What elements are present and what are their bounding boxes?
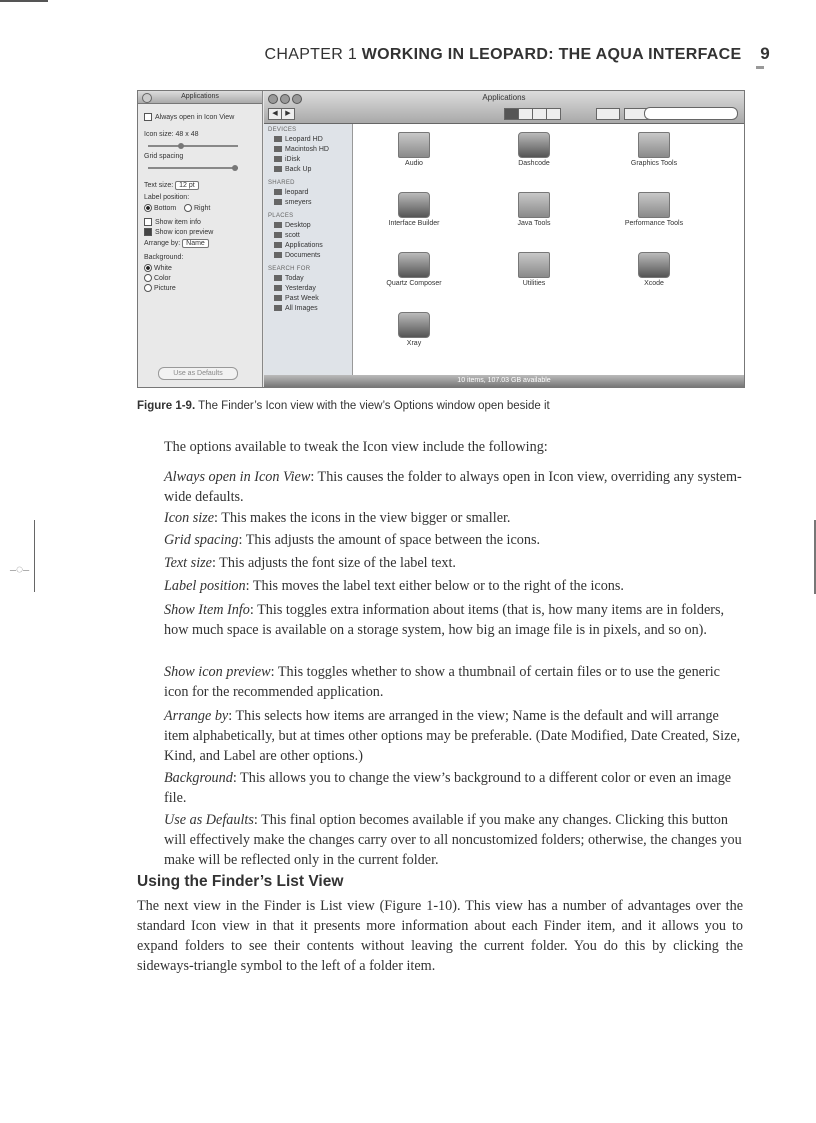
app-icon[interactable]: Dashcode: [484, 132, 584, 167]
status-bar: 10 items, 107.03 GB available: [264, 375, 744, 387]
grid-spacing-label: Grid spacing: [144, 153, 184, 160]
figure-caption: [137, 400, 550, 412]
sidebar-item[interactable]: All Images: [274, 305, 318, 312]
app-icon[interactable]: Quartz Composer: [364, 252, 464, 287]
show-item-info-checkbox[interactable]: Show item info: [144, 218, 201, 226]
folder-icon[interactable]: Performance Tools: [604, 192, 704, 227]
option-item: Label position: This moves the label text either below or to the right of the icons.: [164, 578, 624, 594]
sidebar-item[interactable]: iDisk: [274, 156, 300, 163]
sidebar-item[interactable]: Yesterday: [274, 285, 316, 292]
icon-grid: [354, 124, 744, 376]
finder-titlebar: [264, 91, 744, 124]
sidebar-item[interactable]: Applications: [274, 242, 323, 249]
always-open-checkbox[interactable]: Always open in Icon View: [144, 113, 234, 121]
sidebar-section-search: SEARCH FOR: [268, 266, 311, 272]
search-input[interactable]: [644, 107, 738, 120]
app-icon[interactable]: Xcode: [604, 252, 704, 287]
sidebar-item[interactable]: smeyers: [274, 199, 311, 206]
finder-window: [264, 91, 744, 387]
sidebar-item[interactable]: Desktop: [274, 222, 311, 229]
figure-screenshot: [137, 90, 745, 388]
label-position-radios[interactable]: Bottom Right: [144, 204, 210, 212]
options-titlebar: [138, 91, 262, 104]
option-item: Always open in Icon View: This causes the folder to always open in Icon view, overriding any system-wide defaults.: [164, 469, 742, 505]
list-view-button[interactable]: [518, 108, 533, 120]
finder-title: Applications: [482, 93, 526, 102]
finder-sidebar: [264, 124, 353, 376]
bg-color-radio[interactable]: Color: [144, 274, 171, 282]
back-arrow-icon[interactable]: ◀: [268, 108, 282, 120]
figure-caption-text: The Finder’s Icon view with the view’s Options window open beside it: [198, 400, 550, 412]
sidebar-item[interactable]: Back Up: [274, 166, 311, 173]
sidebar-section-shared: SHARED: [268, 180, 295, 186]
margin-crosshair: –◌–: [10, 562, 30, 576]
option-item: Text size: This adjusts the font size of the label text.: [164, 555, 456, 571]
sidebar-section-devices: DEVICES: [268, 127, 297, 133]
use-as-defaults-button[interactable]: Use as Defaults: [158, 367, 238, 380]
margin-registration-mark: [0, 520, 35, 592]
sidebar-item[interactable]: scott: [274, 232, 300, 239]
forward-arrow-icon[interactable]: ▶: [281, 108, 295, 120]
folder-icon[interactable]: Utilities: [484, 252, 584, 287]
running-header: [265, 44, 770, 64]
sidebar-item[interactable]: Leopard HD: [274, 136, 323, 143]
option-item: Use as Defaults: This final option becomes available if you make any changes. Clicking this button will effectively make the changes carry over to all noncustomized folders; otherwise, the changes you make will be reflected only in the current folder.: [164, 812, 742, 868]
sidebar-item[interactable]: Past Week: [274, 295, 319, 302]
option-item: Icon size: This makes the icons in the view bigger or smaller.: [164, 510, 511, 526]
background-label: Background:: [144, 254, 184, 261]
folder-icon[interactable]: Audio: [364, 132, 464, 167]
bg-white-radio[interactable]: White: [144, 264, 172, 272]
grid-spacing-slider[interactable]: [148, 167, 238, 169]
page-number: 9: [760, 44, 770, 63]
arrange-by-row: Arrange by: Name: [144, 239, 209, 248]
sidebar-item[interactable]: Macintosh HD: [274, 146, 329, 153]
app-icon[interactable]: Xray: [364, 312, 464, 347]
option-item: Show icon preview: This toggles whether to show a thumbnail of certain files or to use the generic icon for the recommended application.: [164, 664, 720, 700]
chapter-label: CHAPTER 1: [264, 46, 358, 63]
show-icon-preview-checkbox[interactable]: Show icon preview: [144, 228, 213, 236]
figure-label: Figure 1-9.: [137, 400, 196, 412]
bg-picture-radio[interactable]: Picture: [144, 284, 176, 292]
option-item: Show Item Info: This toggles extra information about items (that is, how many items are in folders, how much space is available on a storage system, how big an image file is in pixels, and so on).: [164, 602, 725, 638]
sidebar-item[interactable]: leopard: [274, 189, 308, 196]
sidebar-item[interactable]: Documents: [274, 252, 320, 259]
column-view-button[interactable]: [532, 108, 547, 120]
text-size-row: Text size: 12 pt: [144, 181, 199, 190]
icon-view-button[interactable]: [504, 108, 519, 120]
close-icon[interactable]: [142, 93, 152, 103]
quicklook-eye-icon[interactable]: [596, 108, 620, 120]
page-number-bar: [756, 66, 764, 69]
icon-view-options-panel: [138, 91, 263, 387]
sidebar-item[interactable]: Today: [274, 275, 304, 282]
folder-icon[interactable]: Graphics Tools: [604, 132, 704, 167]
option-item: Background: This allows you to change the view’s background to a different color or even an image file.: [164, 770, 732, 806]
section-heading: Using the Finder’s List View: [137, 873, 344, 890]
top-rule: [0, 0, 48, 2]
option-item: Grid spacing: This adjusts the amount of space between the icons.: [164, 532, 541, 548]
options-title: Applications: [181, 93, 219, 100]
label-position-label: Label position:: [144, 194, 190, 201]
chapter-title: WORKING IN LEOPARD: THE AQUA INTERFACE: [361, 46, 742, 63]
app-icon[interactable]: Interface Builder: [364, 192, 464, 227]
intro-paragraph: The options available to tweak the Icon view include the following:: [164, 439, 548, 455]
icon-size-label: Icon size: 48 x 48: [144, 131, 199, 138]
sidebar-section-places: PLACES: [268, 213, 294, 219]
text-size-popup[interactable]: 12 pt: [175, 181, 199, 190]
icon-size-slider[interactable]: [148, 145, 238, 147]
folder-icon[interactable]: Java Tools: [484, 192, 584, 227]
section-body: The next view in the Finder is List view (Figure 1-10). This view has a number of advantages over the standard Icon view in that it presents more information about each Finder item, and it allows you to expand folders to see their contents without leaving the current folder. You do this by clicking the sideways-triangle symbol to the left of a folder item.: [137, 898, 743, 974]
coverflow-view-button[interactable]: [546, 108, 561, 120]
arrange-by-popup[interactable]: Name: [182, 239, 209, 248]
option-item: Arrange by: This selects how items are arranged in the view; Name is the default and will arrange item alphabetically, but at times other options may be preferable. (Date Modified, Date Created, Size, Kind, and Label are other options.): [164, 708, 741, 764]
